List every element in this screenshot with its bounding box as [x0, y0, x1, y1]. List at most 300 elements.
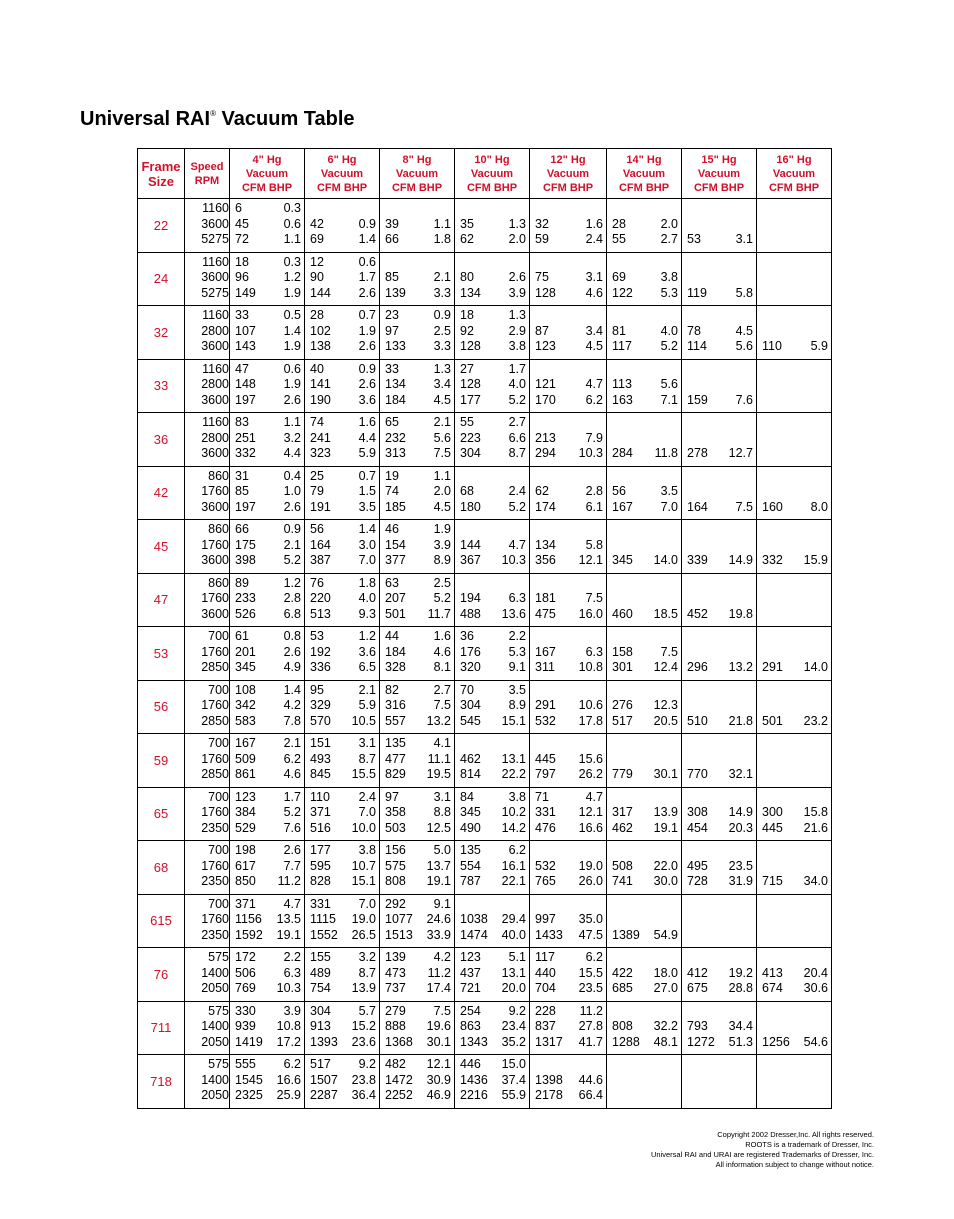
bhp-value: 11.1	[427, 751, 451, 766]
cfm-bhp-line	[305, 1057, 379, 1073]
cfm-bhp-line	[607, 522, 681, 538]
vacuum-cell	[757, 894, 832, 948]
frame-size-cell: 33	[138, 359, 185, 413]
cfm-value: 555	[235, 1057, 256, 1071]
cfm-value: 583	[235, 713, 256, 728]
bhp-value: 5.2	[508, 499, 526, 514]
cfm-bhp-line	[682, 660, 756, 676]
cfm-bhp-line	[757, 736, 831, 752]
vacuum-cell	[455, 948, 530, 1002]
cfm-bhp-line	[455, 415, 529, 431]
vacuum-cell	[682, 1055, 757, 1109]
bhp-value: 4.4	[358, 430, 376, 445]
cfm-value: 128	[535, 285, 556, 300]
cfm-value: 76	[310, 575, 324, 590]
speed-rpm-cell	[185, 199, 230, 253]
cfm-bhp-line	[682, 607, 756, 623]
cfm-bhp-line	[380, 1035, 454, 1051]
cfm-value: 476	[535, 820, 556, 835]
table-row	[138, 573, 832, 627]
header-frame-line2: Size	[147, 173, 174, 189]
cfm-value: 194	[460, 591, 481, 605]
cfm-bhp-line	[230, 308, 304, 324]
header-vacuum-0	[230, 149, 305, 199]
bhp-value: 4.0	[660, 323, 678, 338]
cfm-bhp-line	[380, 629, 454, 645]
cfm-value: 278	[687, 446, 708, 460]
cfm-bhp-line	[682, 431, 756, 447]
speed-value: 1400	[201, 965, 229, 980]
bhp-value: 7.5	[433, 1003, 451, 1018]
cfm-bhp-line	[305, 790, 379, 806]
cfm-bhp-line	[455, 201, 529, 217]
cfm-value: 545	[460, 713, 481, 728]
cfm-bhp-line	[230, 767, 304, 783]
vacuum-cell	[530, 573, 607, 627]
cfm-bhp-line	[682, 698, 756, 714]
cfm-value: 119	[687, 285, 707, 300]
cfm-bhp-line	[607, 308, 681, 324]
cfm-value: 939	[235, 1019, 256, 1033]
cfm-bhp-line	[607, 255, 681, 271]
cfm-bhp-line	[682, 790, 756, 806]
cfm-bhp-line	[230, 377, 304, 393]
header-vacuum-line: Vacuum	[546, 167, 590, 180]
header-vacuum-line: CFM BHP	[693, 181, 745, 194]
cfm-bhp-line	[757, 217, 831, 233]
cfm-value: 128	[460, 377, 481, 391]
cfm-value: 367	[460, 553, 481, 567]
cfm-bhp-line	[230, 1057, 304, 1073]
speed-value: 700	[208, 789, 229, 804]
cfm-bhp-line	[607, 950, 681, 966]
bhp-value: 15.1	[351, 874, 376, 888]
bhp-value: 0.6	[358, 254, 376, 269]
vacuum-cell	[230, 948, 305, 1002]
cfm-bhp-line	[230, 576, 304, 592]
cfm-bhp-line	[455, 270, 529, 286]
cfm-bhp-line	[607, 446, 681, 462]
cfm-bhp-line	[607, 1004, 681, 1020]
cfm-bhp-line	[380, 912, 454, 928]
cfm-value: 526	[235, 606, 256, 621]
cfm-value: 92	[460, 323, 474, 338]
cfm-bhp-line	[455, 1004, 529, 1020]
cfm-bhp-line	[682, 966, 756, 982]
bhp-value: 6.3	[508, 591, 526, 605]
cfm-value: 19	[385, 468, 399, 483]
cfm-value: 128	[460, 339, 481, 353]
cfm-bhp-line	[682, 767, 756, 783]
bhp-value: 19.5	[426, 767, 451, 781]
cfm-value: 70	[460, 682, 474, 697]
cfm-value: 163	[612, 392, 633, 407]
vacuum-cell	[682, 306, 757, 360]
vacuum-cell	[230, 734, 305, 788]
cfm-value: 323	[310, 446, 331, 460]
cfm-bhp-line	[305, 469, 379, 485]
cfm-value: 110	[310, 789, 330, 804]
cfm-bhp-line	[230, 446, 304, 462]
vacuum-cell	[757, 948, 832, 1002]
speed-value: 1760	[201, 805, 229, 819]
bhp-value: 1.8	[358, 575, 376, 590]
cfm-value: 56	[310, 522, 324, 536]
vacuum-cell	[530, 466, 607, 520]
cfm-value: 78	[687, 323, 701, 338]
speed-value: 1400	[201, 1072, 229, 1087]
cfm-bhp-line	[455, 874, 529, 890]
cfm-bhp-line	[682, 1073, 756, 1089]
cfm-value: 198	[235, 843, 256, 857]
cfm-bhp-line	[682, 1035, 756, 1051]
vacuum-cell	[607, 413, 682, 467]
cfm-bhp-line	[305, 629, 379, 645]
cfm-bhp-line	[757, 431, 831, 447]
bhp-value: 35.2	[501, 1034, 526, 1049]
cfm-value: 345	[460, 805, 481, 819]
cfm-value: 685	[612, 981, 633, 995]
cfm-value: 490	[460, 820, 481, 835]
cfm-bhp-line	[607, 415, 681, 431]
cfm-bhp-line	[682, 339, 756, 355]
speed-value: 2800	[201, 377, 229, 391]
cfm-value: 23	[385, 308, 399, 322]
cfm-bhp-line	[455, 660, 529, 676]
bhp-value: 3.4	[433, 377, 451, 391]
cfm-bhp-line	[230, 538, 304, 554]
bhp-value: 34.4	[728, 1019, 753, 1033]
bhp-value: 4.7	[585, 789, 603, 804]
cfm-value: 80	[460, 270, 474, 284]
cfm-value: 164	[310, 537, 331, 552]
cfm-value: 184	[385, 392, 406, 407]
bhp-value: 41.7	[578, 1034, 603, 1049]
cfm-value: 53	[687, 232, 701, 246]
vacuum-cell	[305, 627, 380, 681]
cfm-value: 102	[310, 323, 331, 338]
cfm-value: 446	[460, 1057, 481, 1071]
cfm-bhp-line	[757, 981, 831, 997]
bhp-value: 1.1	[433, 216, 451, 231]
bhp-value: 32.2	[653, 1019, 678, 1033]
vacuum-cell	[607, 1055, 682, 1109]
header-vacuum-line: CFM BHP	[466, 181, 518, 194]
cfm-value: 71	[535, 789, 549, 804]
cfm-value: 384	[235, 805, 256, 819]
vacuum-cell	[230, 306, 305, 360]
vacuum-table	[137, 148, 832, 1109]
cfm-bhp-line	[305, 1004, 379, 1020]
cfm-value: 377	[385, 553, 406, 567]
vacuum-cell	[455, 734, 530, 788]
speed-value: 700	[208, 682, 229, 697]
vacuum-cell	[682, 841, 757, 895]
vacuum-cell	[682, 680, 757, 734]
bhp-value: 1.1	[283, 415, 301, 429]
cfm-bhp-line	[530, 255, 606, 271]
cfm-value: 814	[460, 767, 481, 781]
vacuum-cell	[607, 841, 682, 895]
speed-value: 1160	[202, 415, 229, 429]
cfm-bhp-line	[682, 362, 756, 378]
cfm-bhp-line	[757, 324, 831, 340]
bhp-value: 2.0	[508, 232, 526, 246]
cfm-bhp-line	[455, 377, 529, 393]
speed-value: 700	[208, 736, 229, 750]
cfm-bhp-line	[380, 1073, 454, 1089]
bhp-value: 15.2	[351, 1019, 376, 1033]
cfm-bhp-line	[230, 928, 304, 944]
cfm-bhp-line	[757, 966, 831, 982]
cfm-value: 156	[385, 843, 406, 857]
cfm-bhp-line	[230, 874, 304, 890]
cfm-bhp-line	[530, 607, 606, 623]
bhp-value: 12.1	[578, 553, 603, 567]
vacuum-cell	[230, 520, 305, 574]
table-row	[138, 627, 832, 681]
cfm-bhp-line	[305, 446, 379, 462]
bhp-value: 17.4	[426, 981, 451, 995]
cfm-bhp-line	[455, 308, 529, 324]
cfm-value: 477	[385, 751, 406, 766]
cfm-value: 25	[310, 468, 324, 483]
cfm-bhp-line	[305, 270, 379, 286]
cfm-value: 506	[235, 965, 256, 980]
bhp-value: 1.2	[283, 270, 301, 284]
cfm-value: 503	[385, 820, 406, 835]
vacuum-cell	[380, 627, 455, 681]
cfm-bhp-line	[530, 538, 606, 554]
cfm-value: 793	[687, 1019, 708, 1033]
cfm-bhp-line	[607, 714, 681, 730]
bhp-value: 22.0	[653, 858, 678, 873]
cfm-bhp-line	[380, 928, 454, 944]
cfm-value: 72	[235, 232, 249, 246]
speed-rpm-cell	[185, 841, 230, 895]
cfm-bhp-line	[455, 576, 529, 592]
bhp-value: 15.6	[578, 751, 603, 766]
cfm-bhp-line	[530, 431, 606, 447]
vacuum-cell	[305, 841, 380, 895]
cfm-bhp-line	[607, 859, 681, 875]
bhp-value: 10.3	[501, 553, 526, 567]
vacuum-cell	[757, 413, 832, 467]
bhp-value: 8.1	[433, 660, 451, 674]
cfm-value: 31	[235, 468, 249, 483]
bhp-value: 31.9	[728, 874, 753, 888]
cfm-value: 36	[460, 629, 474, 643]
cfm-value: 177	[460, 392, 481, 407]
cfm-bhp-line	[530, 629, 606, 645]
cfm-bhp-line	[530, 874, 606, 890]
cfm-value: 308	[687, 805, 708, 819]
cfm-bhp-line	[455, 950, 529, 966]
bhp-value: 26.5	[351, 927, 376, 942]
cfm-bhp-line	[607, 232, 681, 248]
vacuum-cell	[682, 627, 757, 681]
cfm-bhp-line	[230, 805, 304, 821]
title-rest: Vacuum Table	[215, 108, 355, 130]
bhp-value: 20.4	[803, 965, 828, 980]
cfm-bhp-line	[305, 928, 379, 944]
bhp-value: 8.7	[358, 751, 376, 766]
bhp-value: 30.6	[803, 981, 828, 995]
bhp-value: 4.4	[283, 446, 301, 460]
cfm-value: 228	[535, 1003, 556, 1018]
cfm-bhp-line	[530, 767, 606, 783]
vacuum-cell	[607, 787, 682, 841]
bhp-value: 3.9	[508, 285, 526, 300]
bhp-value: 1.9	[283, 285, 301, 300]
cfm-value: 495	[687, 858, 708, 873]
bhp-value: 3.1	[358, 736, 376, 750]
bhp-value: 2.6	[358, 285, 376, 300]
cfm-value: 75	[535, 270, 549, 284]
cfm-bhp-line	[230, 324, 304, 340]
cfm-bhp-line	[757, 286, 831, 302]
cfm-value: 62	[460, 232, 474, 246]
cfm-value: 332	[235, 446, 256, 460]
cfm-value: 473	[385, 965, 406, 980]
table-row	[138, 948, 832, 1002]
header-vacuum-line: CFM BHP	[316, 181, 368, 194]
cfm-bhp-line	[757, 393, 831, 409]
cfm-bhp-line	[305, 981, 379, 997]
cfm-bhp-line	[230, 736, 304, 752]
speed-value: 2350	[201, 820, 229, 835]
bhp-value: 5.9	[810, 339, 828, 353]
cfm-value: 1472	[385, 1072, 413, 1087]
cfm-value: 56	[612, 484, 626, 498]
cfm-bhp-line	[230, 1035, 304, 1051]
cfm-value: 134	[535, 537, 556, 552]
cfm-bhp-line	[530, 446, 606, 462]
cfm-bhp-line	[757, 591, 831, 607]
cfm-bhp-line	[530, 362, 606, 378]
bhp-value: 21.6	[803, 820, 828, 835]
bhp-value: 5.0	[433, 843, 451, 857]
cfm-value: 59	[535, 232, 549, 246]
bhp-value: 16.1	[501, 858, 526, 873]
bhp-value: 10.8	[578, 660, 603, 674]
speed-value: 1760	[201, 484, 229, 498]
cfm-value: 371	[310, 805, 331, 819]
cfm-bhp-line	[305, 500, 379, 516]
bhp-value: 19.1	[653, 820, 678, 835]
cfm-bhp-line	[530, 469, 606, 485]
cfm-value: 96	[235, 270, 249, 284]
vacuum-cell	[455, 252, 530, 306]
bhp-value: 23.8	[351, 1072, 376, 1087]
cfm-bhp-line	[607, 286, 681, 302]
cfm-value: 97	[385, 789, 399, 804]
cfm-value: 85	[235, 484, 249, 498]
cfm-bhp-line	[305, 217, 379, 233]
bhp-value: 21.8	[728, 713, 753, 728]
cfm-bhp-line	[530, 859, 606, 875]
speed-value: 3600	[201, 339, 229, 353]
vacuum-cell	[380, 1001, 455, 1055]
bhp-value: 19.0	[578, 858, 603, 873]
cfm-value: 191	[310, 499, 331, 514]
cfm-bhp-line	[682, 629, 756, 645]
bhp-value: 1.4	[283, 682, 301, 697]
cfm-bhp-line	[230, 859, 304, 875]
cfm-value: 2287	[310, 1088, 338, 1102]
header-vacuum-line: Vacuum	[470, 167, 514, 180]
cfm-bhp-line	[455, 591, 529, 607]
cfm-value: 888	[385, 1019, 406, 1033]
cfm-value: 1288	[612, 1034, 640, 1049]
cfm-bhp-line	[455, 981, 529, 997]
cfm-bhp-line	[230, 843, 304, 859]
cfm-value: 74	[385, 484, 399, 498]
bhp-value: 3.5	[358, 499, 376, 514]
header-vacuum-line: 16" Hg	[776, 153, 812, 166]
vacuum-cell	[607, 1001, 682, 1055]
bhp-value: 4.5	[433, 392, 451, 407]
bhp-value: 13.6	[501, 606, 526, 621]
speed-value: 1400	[201, 1019, 229, 1033]
cfm-bhp-line	[682, 469, 756, 485]
cfm-value: 861	[235, 767, 256, 781]
cfm-bhp-line	[757, 446, 831, 462]
bhp-value: 32.1	[728, 767, 753, 781]
cfm-value: 845	[310, 767, 331, 781]
bhp-value: 2.1	[283, 537, 301, 552]
cfm-bhp-line	[607, 469, 681, 485]
vacuum-cell	[455, 573, 530, 627]
cfm-value: 55	[460, 415, 474, 429]
cfm-value: 279	[385, 1003, 406, 1018]
cfm-bhp-line	[305, 431, 379, 447]
bhp-value: 13.7	[426, 858, 451, 873]
bhp-value: 10.2	[501, 805, 526, 819]
vacuum-cell	[455, 627, 530, 681]
vacuum-cell	[455, 787, 530, 841]
cfm-bhp-line	[682, 752, 756, 768]
bhp-value: 6.2	[585, 950, 603, 964]
bhp-value: 4.2	[283, 698, 301, 712]
cfm-bhp-line	[607, 1073, 681, 1089]
frame-size-cell: 68	[138, 841, 185, 895]
cfm-value: 501	[385, 606, 406, 621]
cfm-value: 1256	[762, 1034, 790, 1049]
cfm-bhp-line	[455, 698, 529, 714]
cfm-bhp-line	[757, 607, 831, 623]
cfm-bhp-line	[380, 767, 454, 783]
bhp-value: 14.0	[803, 660, 828, 674]
frame-size-cell: 615	[138, 894, 185, 948]
vacuum-cell	[530, 413, 607, 467]
cfm-bhp-line	[305, 308, 379, 324]
speed-rpm-cell	[185, 680, 230, 734]
cfm-value: 190	[310, 392, 331, 407]
cfm-bhp-line	[607, 607, 681, 623]
header-vacuum-line: 15" Hg	[701, 153, 737, 166]
cfm-bhp-line	[530, 484, 606, 500]
cfm-value: 501	[762, 713, 783, 728]
cfm-bhp-line	[305, 698, 379, 714]
cfm-bhp-line	[757, 576, 831, 592]
bhp-value: 7.6	[735, 392, 753, 407]
cfm-bhp-line	[380, 843, 454, 859]
cfm-value: 570	[310, 713, 331, 728]
cfm-value: 122	[612, 285, 633, 300]
bhp-value: 3.9	[433, 537, 451, 552]
footer-notice	[651, 1130, 874, 1170]
